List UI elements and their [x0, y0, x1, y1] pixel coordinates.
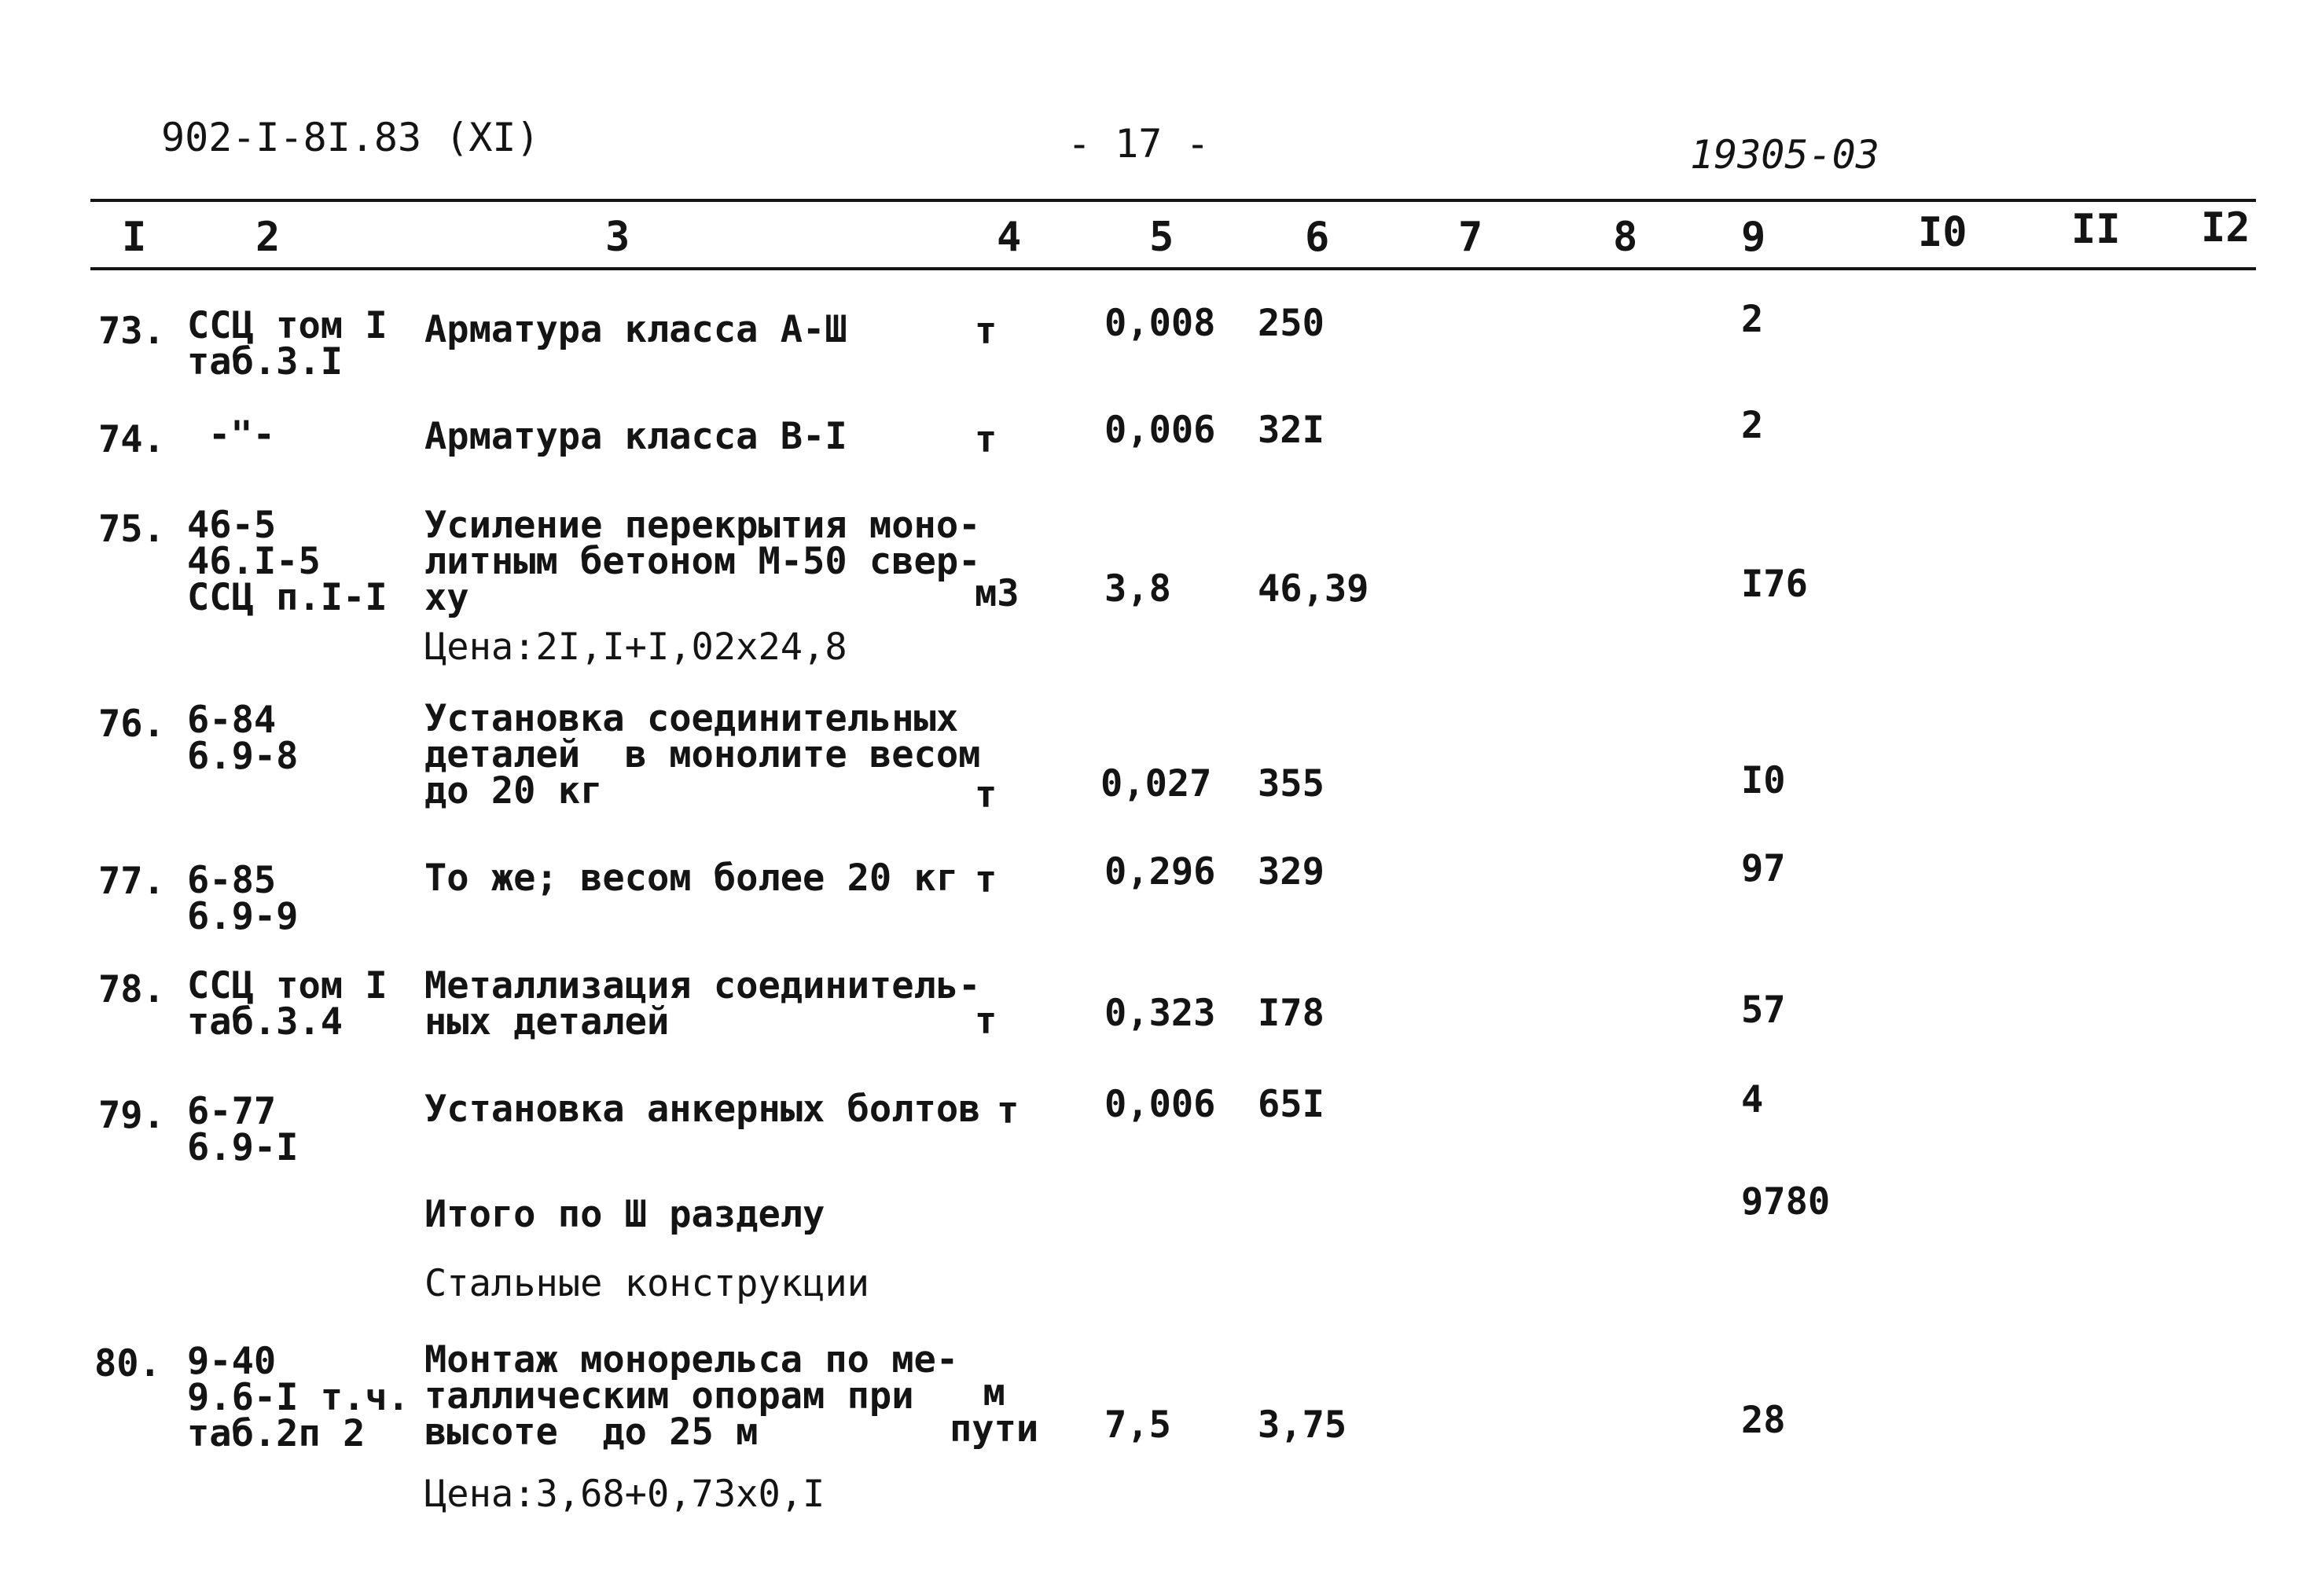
row-unit: м пути	[950, 1371, 1039, 1451]
row-reference: 6-77 6.9-I	[187, 1090, 299, 1169]
section-heading: Стальные конструкции	[424, 1262, 869, 1305]
row-unit-price: I78	[1258, 992, 1324, 1035]
column-header-10: I0	[1918, 209, 1967, 256]
row-unit-price: 329	[1258, 850, 1324, 893]
column-header-12: I2	[2201, 204, 2250, 251]
row-total: 2	[1741, 404, 1764, 447]
row-quantity: 0,008	[1104, 302, 1216, 345]
row-total: 2	[1741, 298, 1764, 341]
row-reference: 9-40 9.6-I т.ч. таб.2п 2	[187, 1340, 410, 1455]
row-number: 75.	[98, 508, 165, 551]
row-total: 4	[1741, 1078, 1764, 1121]
section-subtotal-value: 9780	[1741, 1180, 1831, 1224]
row-description: Установка анкерных болтов	[424, 1088, 981, 1131]
row-number: 78.	[98, 968, 165, 1011]
column-header-6: 6	[1305, 214, 1330, 261]
row-reference: -"-	[208, 413, 275, 457]
row-description: Арматура класса А-Ш	[424, 308, 847, 351]
column-header-11: II	[2071, 206, 2121, 253]
row-number: 73.	[98, 310, 165, 353]
section-subtotal-label: Итого по Ш разделу	[424, 1193, 825, 1236]
row-unit: м3	[975, 572, 1020, 615]
row-number: 76.	[98, 703, 165, 746]
row-number: 74.	[98, 418, 165, 461]
row-description: Арматура класса В-I	[424, 415, 847, 458]
row-number: 80.	[94, 1342, 161, 1385]
row-description: Металлизация соединитель- ных деталей	[424, 964, 981, 1044]
row-quantity: 0,006	[1104, 409, 1216, 452]
row-unit: т	[975, 1000, 998, 1043]
row-total: I76	[1741, 563, 1808, 606]
column-header-9: 9	[1741, 214, 1766, 261]
row-description: Усиление перекрытия моно- литным бетоном М-50 свер- ху	[424, 504, 981, 619]
price-formula-note: Цена:2I,I+I,02х24,8	[424, 626, 847, 669]
row-quantity: 0,027	[1100, 762, 1212, 805]
row-number: 77.	[98, 860, 165, 903]
row-description: Монтаж монорельса по ме- таллическим опорам при высоте до 25 м	[424, 1338, 959, 1454]
row-total: I0	[1741, 759, 1786, 802]
column-header-5: 5	[1149, 214, 1174, 261]
row-reference: ССЦ том I таб.3.4	[187, 964, 388, 1044]
row-description: То же; весом более 20 кг	[424, 857, 959, 900]
price-formula-note: Цена:3,68+0,73х0,I	[424, 1473, 825, 1516]
row-reference: 6-85 6.9-9	[187, 859, 299, 938]
row-unit: т	[975, 858, 998, 901]
table-top-rule	[90, 199, 2256, 202]
row-unit: т	[975, 773, 998, 816]
row-unit: т	[975, 418, 998, 461]
row-total: 28	[1741, 1399, 1786, 1442]
row-quantity: 0,006	[1104, 1083, 1216, 1126]
document-code: 902-I-8I.83 (XI)	[161, 115, 540, 160]
row-quantity: 0,296	[1104, 850, 1216, 893]
row-unit-price: 32I	[1258, 409, 1324, 452]
column-header-3: 3	[605, 214, 630, 261]
row-unit-price: 3,75	[1258, 1403, 1347, 1447]
column-header-8: 8	[1613, 214, 1638, 261]
row-unit-price: 250	[1258, 302, 1324, 345]
column-header-4: 4	[997, 214, 1022, 261]
row-total: 97	[1741, 847, 1786, 890]
row-quantity: 3,8	[1104, 567, 1171, 611]
row-unit-price: 65I	[1258, 1083, 1324, 1126]
table-header-rule	[90, 267, 2256, 270]
row-unit: т	[975, 310, 998, 353]
row-unit: т	[997, 1089, 1020, 1132]
row-unit-price: 46,39	[1258, 567, 1369, 611]
row-description: Установка соединительных деталей в монолите весом до 20 кг	[424, 697, 981, 813]
column-header-1: I	[122, 214, 147, 261]
archive-number: 19305-03	[1690, 132, 1879, 178]
page-number: - 17 -	[1067, 121, 1210, 167]
row-quantity: 7,5	[1104, 1403, 1171, 1447]
row-quantity: 0,323	[1104, 992, 1216, 1035]
row-total: 57	[1741, 989, 1786, 1032]
row-reference: 6-84 6.9-8	[187, 699, 299, 778]
column-header-2: 2	[255, 214, 281, 261]
row-reference: 46-5 46.I-5 ССЦ п.I-I	[187, 504, 388, 619]
row-unit-price: 355	[1258, 762, 1324, 805]
row-number: 79.	[98, 1094, 165, 1137]
row-reference: ССЦ том I таб.3.I	[187, 304, 388, 383]
column-header-7: 7	[1458, 214, 1483, 261]
